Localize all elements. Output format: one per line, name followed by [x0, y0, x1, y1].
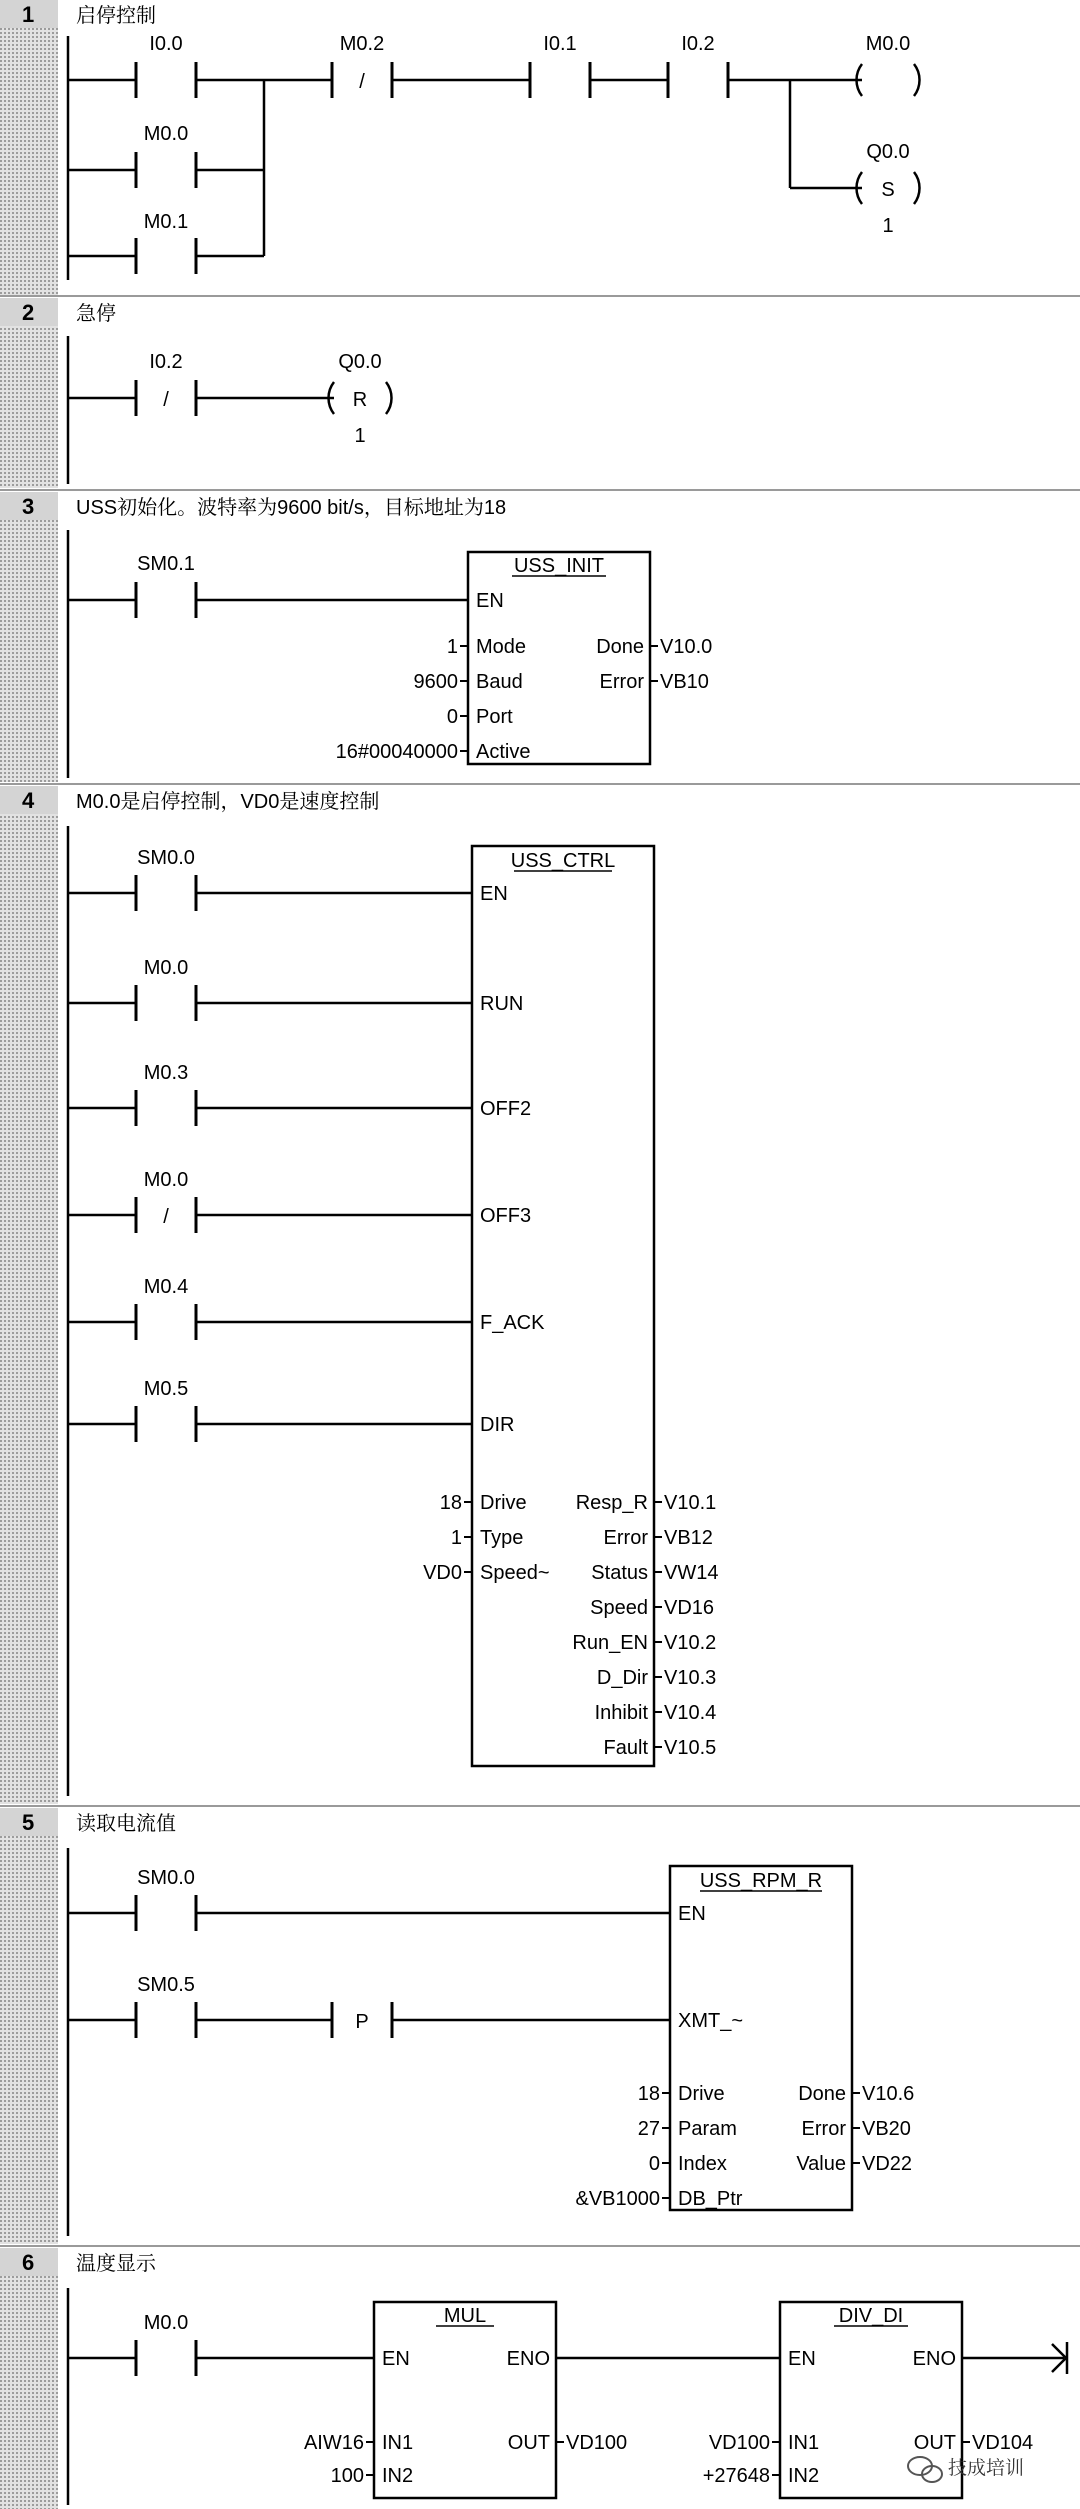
- pin-label: Error: [603, 1527, 648, 1549]
- network-5[interactable]: [0, 1808, 914, 2244]
- contact-m0-0[interactable]: [128, 983, 204, 1023]
- contact-label: M0.3: [143, 1062, 189, 1084]
- network-5-comment: 读取电流值: [76, 1813, 176, 1835]
- contact-i0-0[interactable]: [128, 60, 204, 100]
- pin-label: Index: [678, 2153, 727, 2175]
- pin-label: ENO: [506, 2348, 550, 2370]
- contact-label-m0-2: M0.2: [339, 33, 385, 55]
- contact-label-m0-0: M0.0: [143, 123, 189, 145]
- network-6-gutter: [0, 2248, 58, 2509]
- pin-label: RUN: [480, 993, 524, 1015]
- network-5-number: 5: [22, 1810, 35, 1835]
- pin-label: Type: [480, 1527, 524, 1549]
- block-title: DIV_DI: [838, 2305, 904, 2327]
- input-value[interactable]: 1: [450, 1527, 462, 1549]
- output-value[interactable]: VD104: [972, 2432, 1034, 2454]
- contact-label: M0.4: [143, 1276, 189, 1298]
- uss-ctrl-block[interactable]: [472, 846, 654, 1766]
- pin-label: IN2: [382, 2465, 414, 2487]
- network-5-contact-symbols: [136, 1895, 392, 2038]
- pin-label: IN1: [382, 2432, 414, 2454]
- network-3-comment: USS初始化。波特率为9600 bit/s，目标地址为18: [76, 497, 507, 519]
- contact-label-i0-0: I0.0: [149, 33, 183, 55]
- pin-label: Resp_R: [575, 1492, 648, 1514]
- input-value[interactable]: 0: [446, 706, 458, 728]
- pin-label: OFF2: [480, 1098, 532, 1120]
- pin-en: EN: [476, 590, 504, 612]
- coil-label-q0-0: Q0.0: [338, 351, 382, 373]
- output-value[interactable]: V10.2: [664, 1632, 717, 1654]
- uss-init-block[interactable]: [468, 552, 650, 764]
- coil-type-reset: R: [352, 389, 368, 411]
- input-value[interactable]: 100: [330, 2465, 364, 2487]
- input-value[interactable]: 0: [648, 2153, 660, 2175]
- contact-label: M0.5: [143, 1378, 189, 1400]
- pin-label: OUT: [913, 2432, 956, 2454]
- contact-label: M0.0: [143, 957, 189, 979]
- pin-label: OUT: [507, 2432, 550, 2454]
- pin-label: OFF3: [480, 1205, 532, 1227]
- coil-count: 1: [354, 425, 366, 447]
- pin-label: Speed: [590, 1597, 648, 1619]
- pin-label: IN2: [788, 2465, 820, 2487]
- pin-label: Done: [798, 2083, 846, 2105]
- network-3[interactable]: [0, 492, 712, 782]
- pin-label: DB_Ptr: [678, 2188, 743, 2210]
- pin-label: IN1: [788, 2432, 820, 2454]
- pin-label: Drive: [480, 1492, 527, 1514]
- contact-m0-0[interactable]: [128, 2338, 204, 2378]
- network-1-comment: 启停控制: [76, 5, 156, 27]
- pin-label: Error: [801, 2118, 846, 2140]
- contact-sm0-0[interactable]: [128, 873, 204, 913]
- pin-label: EN: [382, 2348, 410, 2370]
- output-value[interactable]: VW14: [664, 1562, 719, 1584]
- network-5-gutter: [0, 1808, 58, 2244]
- watermark-text: 技成培训: [948, 2458, 1025, 2479]
- network-6-comment: 温度显示: [76, 2253, 156, 2275]
- input-value[interactable]: 1: [446, 636, 458, 658]
- output-value[interactable]: VD100: [566, 2432, 628, 2454]
- edge-mark: P: [355, 2011, 369, 2033]
- network-2-gutter: [0, 298, 58, 488]
- output-value[interactable]: VB10: [660, 671, 709, 693]
- pin-label: EN: [678, 1903, 706, 1925]
- output-value[interactable]: V10.3: [664, 1667, 717, 1689]
- pin-label: ENO: [912, 2348, 956, 2370]
- input-value[interactable]: 16#00040000: [335, 741, 458, 763]
- input-value[interactable]: VD100: [708, 2432, 770, 2454]
- pin-label: Inhibit: [594, 1702, 648, 1724]
- input-value[interactable]: &VB1000: [575, 2188, 660, 2210]
- network-6-number: 6: [22, 2250, 35, 2275]
- pin-label: Param: [678, 2118, 737, 2140]
- network-4[interactable]: [0, 786, 718, 1804]
- contact-i0-1[interactable]: [522, 60, 598, 100]
- pin-label: Done: [596, 636, 644, 658]
- contact-label-sm0-1: SM0.1: [137, 553, 195, 575]
- network-5-wires: [68, 1913, 670, 2020]
- pin-label: Baud: [476, 671, 523, 693]
- contact-label: M0.0: [143, 1169, 189, 1191]
- block-title: USS_INIT: [513, 555, 605, 577]
- network-6-contact-symbols: [136, 2340, 196, 2376]
- pin-label: Fault: [603, 1737, 648, 1759]
- contact-sm0-5[interactable]: [128, 2000, 204, 2040]
- nc-mark: /: [163, 1206, 169, 1228]
- pin-label: Mode: [476, 636, 527, 658]
- coil-count: 1: [882, 215, 894, 237]
- input-value[interactable]: 9600: [413, 671, 458, 693]
- pin-label: EN: [788, 2348, 816, 2370]
- input-value[interactable]: 27: [637, 2118, 660, 2140]
- coil-type-set: S: [881, 179, 895, 201]
- input-value[interactable]: +27648: [702, 2465, 770, 2487]
- pin-label: Drive: [678, 2083, 725, 2105]
- pin-label: Error: [599, 671, 644, 693]
- pin-label: DIR: [480, 1414, 515, 1436]
- block-title: USS_RPM_R: [699, 1870, 823, 1892]
- network-4-number: 4: [22, 788, 35, 813]
- contact-label-i0-2: I0.2: [681, 33, 715, 55]
- network-1[interactable]: [0, 0, 1080, 296]
- pin-label: Active: [476, 741, 531, 763]
- contact-label: M0.0: [143, 2312, 189, 2334]
- pin-label: Port: [476, 706, 513, 728]
- output-value[interactable]: VD22: [862, 2153, 913, 2175]
- contact-label: SM0.5: [137, 1974, 195, 1996]
- coil-label-q0-0: Q0.0: [866, 141, 910, 163]
- network-3-gutter: [0, 492, 58, 782]
- output-value[interactable]: V10.5: [664, 1737, 717, 1759]
- contact-label: SM0.0: [137, 847, 195, 869]
- input-value[interactable]: 18: [637, 2083, 660, 2105]
- contact-i0-2[interactable]: [660, 60, 736, 100]
- contact-sm0-0[interactable]: [128, 1893, 204, 1933]
- output-value[interactable]: VB20: [862, 2118, 911, 2140]
- input-value[interactable]: 18: [439, 1492, 462, 1514]
- pin-label: D_Dir: [596, 1667, 648, 1689]
- contact-label: SM0.0: [137, 1867, 195, 1889]
- pin-label: Value: [796, 2153, 846, 2175]
- contact-sm0-1[interactable]: [128, 580, 204, 620]
- network-3-contact-symbols: [136, 582, 196, 618]
- pin-label: XMT_~: [678, 2010, 744, 2032]
- output-value[interactable]: VD16: [664, 1597, 715, 1619]
- contact-label-i0-2: I0.2: [149, 351, 183, 373]
- pin-label: EN: [480, 883, 508, 905]
- network-2[interactable]: [0, 298, 392, 488]
- block-title: MUL: [443, 2305, 487, 2327]
- contact-m0-3[interactable]: [128, 1088, 204, 1128]
- contact-label-i0-1: I0.1: [543, 33, 577, 55]
- contact-m0-1[interactable]: [128, 236, 204, 276]
- output-value[interactable]: V10.0: [660, 636, 713, 658]
- contact-label-m0-1: M0.1: [143, 211, 189, 233]
- pin-label: Status: [591, 1562, 648, 1584]
- network-4-wires: [68, 893, 472, 1424]
- contact-m0-5[interactable]: [128, 1404, 204, 1444]
- pin-label: Run_EN: [572, 1632, 648, 1654]
- nc-mark: /: [163, 389, 169, 411]
- network-1-contact-symbols: [136, 62, 728, 274]
- contact-m0-4[interactable]: [128, 1302, 204, 1342]
- output-value[interactable]: V10.4: [664, 1702, 717, 1724]
- network-6[interactable]: [0, 2248, 1067, 2509]
- nc-mark: /: [359, 71, 365, 93]
- coil-label-m0-0: M0.0: [865, 33, 911, 55]
- input-value[interactable]: AIW16: [303, 2432, 364, 2454]
- contact-m0-0[interactable]: [128, 150, 204, 190]
- block-title: USS_CTRL: [510, 850, 616, 872]
- pin-label: Speed~: [480, 1562, 550, 1584]
- input-value[interactable]: VD0: [423, 1562, 462, 1584]
- output-value[interactable]: V10.6: [862, 2083, 915, 2105]
- output-value[interactable]: V10.1: [664, 1492, 717, 1514]
- network-2-number: 2: [22, 300, 35, 325]
- network-4-comment: M0.0是启停控制，VD0是速度控制: [76, 791, 380, 813]
- output-value[interactable]: VB12: [664, 1527, 713, 1549]
- network-1-gutter: [0, 0, 58, 296]
- network-2-comment: 急停: [76, 303, 116, 325]
- network-1-number: 1: [22, 2, 35, 27]
- pin-label: F_ACK: [480, 1312, 545, 1334]
- network-3-number: 3: [22, 494, 35, 519]
- network-4-gutter: [0, 786, 58, 1804]
